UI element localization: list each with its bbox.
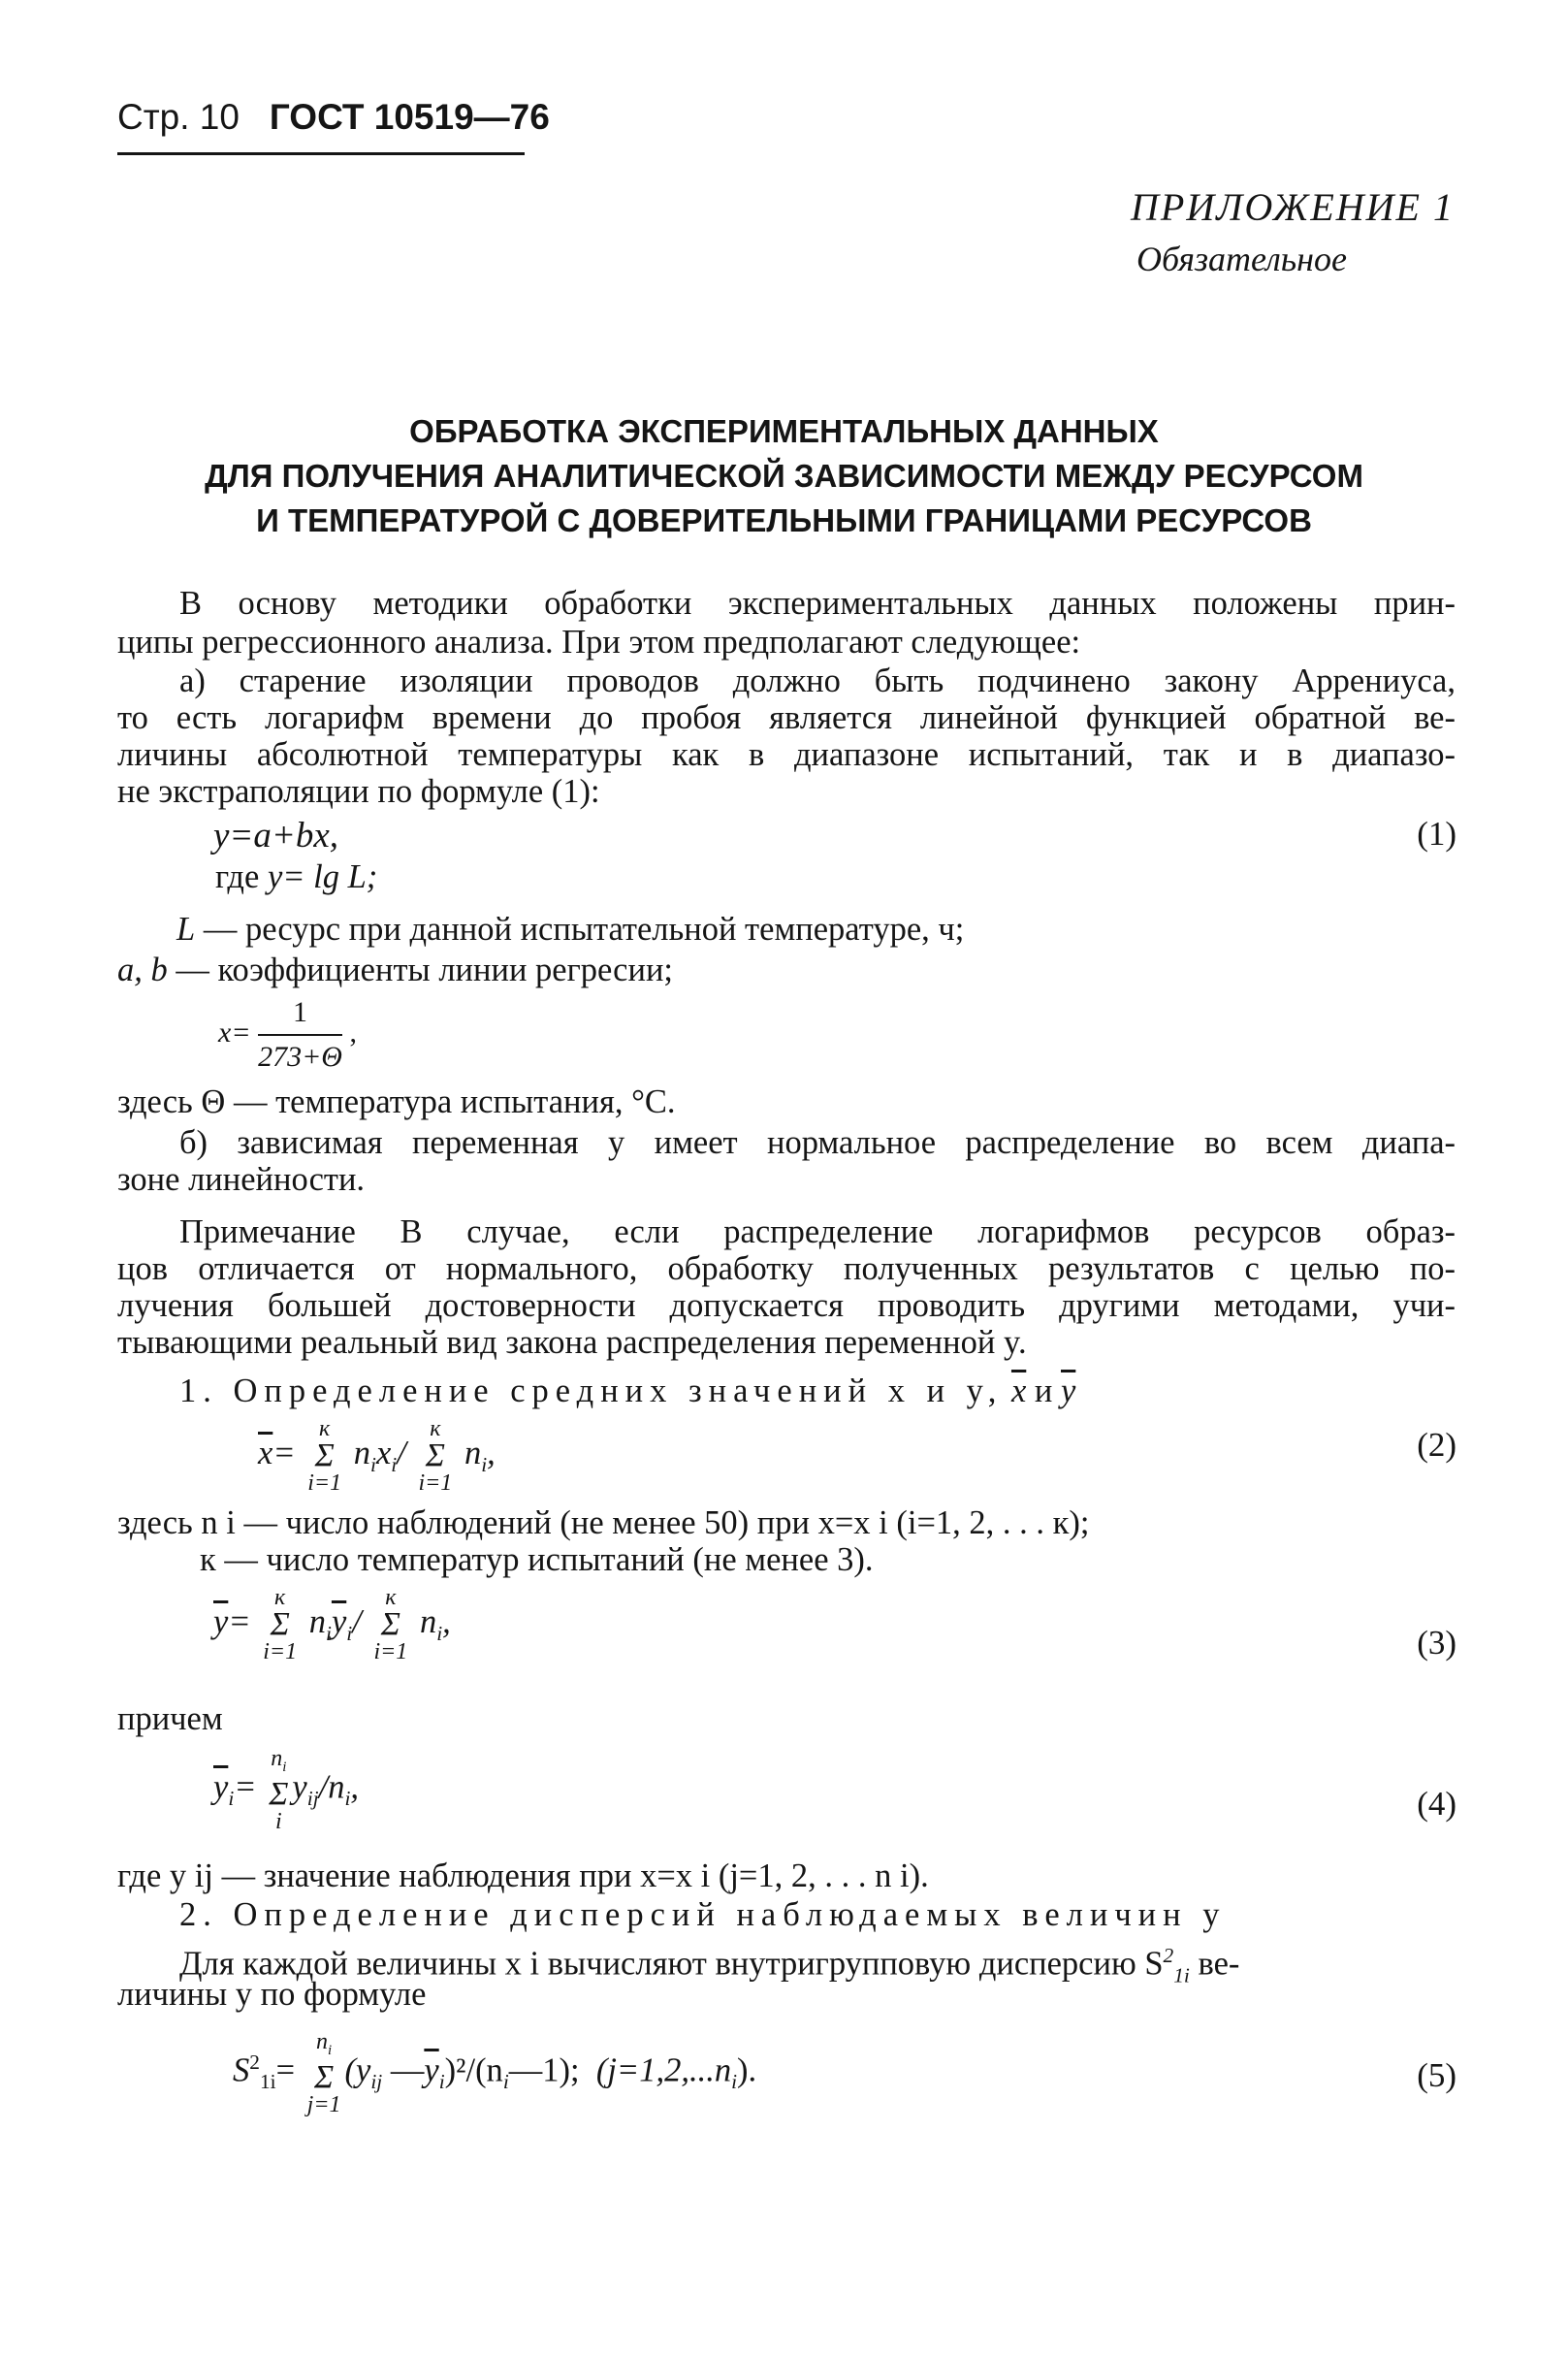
title-line-3: И ТЕМПЕРАТУРОЙ С ДОВЕРИТЕЛЬНЫМИ ГРАНИЦАМИ РЕСУРСОВ (256, 502, 1312, 538)
equation-3: $\overline{y}= к$ Σ i=1 $n_i\overline{y}_i/$ к Σ i=1 $n_i$, (213, 1585, 451, 1664)
sigma-icon: Σ (269, 1775, 289, 1812)
title-line-2: ДЛЯ ПОЛУЧЕНИЯ АНАЛИТИЧЕСКОЙ ЗАВИСИМОСТИ МЕЖДУ РЕСУРСОМ (205, 458, 1363, 494)
section-2-line-1-tail: ве- (1198, 1945, 1240, 1983)
eq3-y-sub: i (346, 1621, 353, 1645)
section-1-ybar: $\overline{y}$ (1061, 1372, 1076, 1409)
eq4-n-sub: i (344, 1787, 351, 1811)
equation-1-where (215, 857, 377, 896)
eq2-sum-2-lower: i=1 (418, 1470, 453, 1496)
eq2-lhs: $\overline{x}$ (258, 1434, 273, 1471)
def-x-formula (218, 993, 357, 1077)
section-2-heading: 2. Определение дисперсий наблюдаемых величин y (179, 1896, 1227, 1933)
equation-3-number: (3) (1417, 1624, 1456, 1662)
sigma-icon: Σ (425, 1437, 445, 1473)
eq5-ybar: $\overline{y}$ (424, 2051, 439, 2089)
eq4-n: n (328, 1768, 345, 1806)
eq5-range: (j=1,2,...n (595, 2051, 732, 2089)
item-b-line-2: зоне линейности. (117, 1161, 366, 1198)
eq4-y: y (292, 1768, 307, 1806)
def-ab (117, 951, 673, 989)
section-2-sub: 1i (1173, 1963, 1190, 1987)
def-L-symbol: L (176, 911, 196, 948)
eq2-n2-sub: i (481, 1452, 488, 1476)
eq3-sum-2-lower: i=1 (373, 1639, 408, 1664)
equation-1-number: (1) (1417, 815, 1456, 853)
eq5-sum-lower: j=1 (306, 2091, 341, 2117)
equation-5: $S^2_{1i}= n_i$ Σ $j=1(y_{ij}$ $—\overline{y}_i)^2/(n_i—1)$; $(j=1,2,...n_i)$. (233, 2029, 757, 2117)
eq4-def: где y ij — значение наблюдения при x=x i (j=1, 2, . . . n i). (117, 1857, 929, 1894)
eq3-sum-2-upper: к (385, 1585, 397, 1610)
section-1-xbar: $\overline{x}$ (1010, 1372, 1027, 1409)
def-x-numerator: 1 (258, 993, 342, 1036)
def-ab-text: — коэффициенты линии регресии; (176, 952, 673, 988)
item-b-line-1: б) зависимая переменная y имеет нормальное распределение во всем диапа- (179, 1124, 1456, 1161)
eq2-sum-2 (418, 1416, 452, 1496)
def-theta: здесь Θ — температура испытания, °С. (117, 1083, 676, 1120)
def-L (176, 910, 964, 949)
eq3-y: $\overline{y}$ (331, 1602, 347, 1640)
eq2-def-2: к — число температур испытаний (не менее 3). (200, 1541, 874, 1578)
def-L-text: — ресурс при данной испытательной температуре, ч; (203, 911, 965, 948)
appendix-label: ПРИЛОЖЕНИЕ 1 (1131, 185, 1455, 229)
eq4-sum (269, 1746, 288, 1834)
eq3-n2-sub: i (436, 1621, 443, 1645)
def-x-tail: , (349, 1016, 357, 1049)
eq5-body: (y (344, 2051, 371, 2089)
intro-line-2: ципы регрессионного анализа. При этом предполагают следующее: (117, 624, 1081, 661)
equation-4-number: (4) (1417, 1785, 1456, 1823)
page-number: Стр. 10 (117, 97, 240, 137)
item-a-line-3: личины абсолютной температуры как в диапазоне испытаний, так и в диапазо- (117, 736, 1456, 773)
sigma-icon: Σ (270, 1606, 290, 1642)
eq5-lhs: S (233, 2051, 250, 2089)
eq3-n2: n (419, 1602, 437, 1640)
equation-1: y=a+bx, (213, 816, 339, 856)
eq4-sum-upper (271, 1746, 287, 1775)
equation-4: $\overline{y}_i= n_i$ Σ $iy_{ij}/n_i$, (213, 1746, 360, 1834)
eq5-rest-sub: i (502, 2070, 509, 2094)
eq4-upper-sub: i (282, 1759, 287, 1775)
eq3-sum-1-lower: i=1 (263, 1639, 298, 1664)
section-1-title: 1. Определение средних значений x и y, (179, 1372, 1004, 1409)
prichem: причем (117, 1700, 223, 1737)
note-line-3: лучения большей достоверности допускается проводить другими методами, учи- (117, 1287, 1456, 1324)
eq5-lhs-sub: 1i (259, 2070, 276, 2094)
eq2-def-1: здесь n i — число наблюдений (не менее 50) при x=x i (i=1, 2, . . . к); (117, 1504, 1090, 1541)
eq5-minus: — (382, 2051, 425, 2089)
header-rule (117, 152, 525, 155)
eq3-sum-1 (263, 1585, 297, 1664)
sigma-icon: Σ (380, 1606, 400, 1642)
eq5-range-tail: ). (737, 2051, 757, 2089)
eq5-lhs-sup: 2 (249, 2050, 260, 2074)
eq3-sum-1-upper: к (274, 1585, 286, 1610)
def-x-fraction (258, 993, 342, 1077)
eq2-tail: , (487, 1434, 496, 1471)
section-1-heading (179, 1372, 1075, 1410)
eq4-lhs-sub: i (228, 1787, 235, 1811)
item-a-line-4: не экстраполяции по формуле (1): (117, 773, 600, 810)
section-2-line-2: личины y по формуле (117, 1976, 427, 2013)
eq2-sum-1 (307, 1416, 341, 1496)
eq5-upper-sub: i (328, 2042, 333, 2058)
item-a-line-2: то есть логарифм времени до пробоя является линейной функцией обратной ве- (117, 699, 1456, 736)
eq2-n-sub: i (369, 1452, 376, 1476)
eq5-rest-tail: —1); (508, 2051, 580, 2089)
eq2-sum-1-upper: к (319, 1416, 331, 1441)
eq5-ybar-sub: i (438, 2070, 445, 2094)
where-word: где (215, 858, 260, 895)
item-a-line-1: а) старение изоляции проводов должно быть подчинено закону Аррениуса, (179, 662, 1456, 699)
appendix-status: Обязательное (1136, 240, 1347, 278)
eq2-x-sub: i (391, 1452, 398, 1476)
eq3-tail: , (442, 1602, 451, 1640)
eq5-rest: )²/(n (444, 2051, 503, 2089)
page-header (117, 97, 550, 138)
eq4-tail: , (350, 1768, 360, 1806)
eq2-sum-2-upper: к (430, 1416, 441, 1441)
where-formula: y= lg L; (267, 858, 378, 895)
eq5-sum (307, 2029, 341, 2117)
note-line-1: Примечание В случае, если распределение логарифмов ресурсов образ- (179, 1213, 1456, 1250)
def-ab-symbol: a, b (117, 952, 168, 988)
eq5-body-sub: ij (370, 2070, 383, 2094)
eq4-sum-lower: i (274, 1808, 282, 1834)
eq3-sum-2 (373, 1585, 407, 1664)
section-1-and: и (1034, 1372, 1053, 1409)
eq2-x: x (375, 1434, 392, 1471)
eq4-y-sub: ij (306, 1787, 319, 1811)
title-line-1: ОБРАБОТКА ЭКСПЕРИМЕНТАЛЬНЫХ ДАННЫХ (409, 413, 1159, 449)
eq2-n2: n (464, 1434, 482, 1471)
eq4-upper-n: n (271, 1746, 283, 1771)
def-x-lhs: x= (218, 1016, 251, 1049)
eq5-sum-upper (316, 2029, 333, 2058)
equation-2-number: (2) (1417, 1426, 1456, 1464)
section-2-line-1-text: Для каждой величины x i вычисляют внутригрупповую дисперсию S (179, 1945, 1164, 1983)
standard-code: ГОСТ 10519—76 (269, 97, 550, 137)
eq3-n-sub: i (325, 1621, 332, 1645)
sigma-icon: Σ (314, 1437, 335, 1473)
eq5-upper-n: n (316, 2029, 329, 2054)
eq2-n: n (353, 1434, 370, 1471)
eq3-n: n (308, 1602, 326, 1640)
eq3-slash: / (352, 1602, 362, 1640)
sigma-icon: Σ (314, 2058, 335, 2095)
note-line-2: цов отличается от нормального, обработку полученных результатов с целью по- (117, 1250, 1456, 1287)
eq4-lhs: $\overline{y}$ (213, 1768, 229, 1806)
intro-line-1: В основу методики обработки экспериментальных данных положены прин- (179, 585, 1456, 622)
eq2-sum-1-lower: i=1 (307, 1470, 342, 1496)
equation-2: $\overline{x}= к$ Σ i=1 $n_ix_i/$ к Σ i=1 $n_i$, (258, 1416, 496, 1496)
equation-5-number: (5) (1417, 2056, 1456, 2094)
def-x-denominator: 273+Θ (258, 1041, 342, 1073)
eq5-range-sub: i (731, 2070, 738, 2094)
eq2-slash: / (397, 1434, 406, 1471)
eq3-lhs: $\overline{y}$ (213, 1602, 229, 1640)
note-line-4: тывающими реальный вид закона распределения переменной y. (117, 1324, 1027, 1361)
eq4-slash: / (318, 1768, 329, 1806)
section-2-sup: 2 (1163, 1944, 1174, 1967)
